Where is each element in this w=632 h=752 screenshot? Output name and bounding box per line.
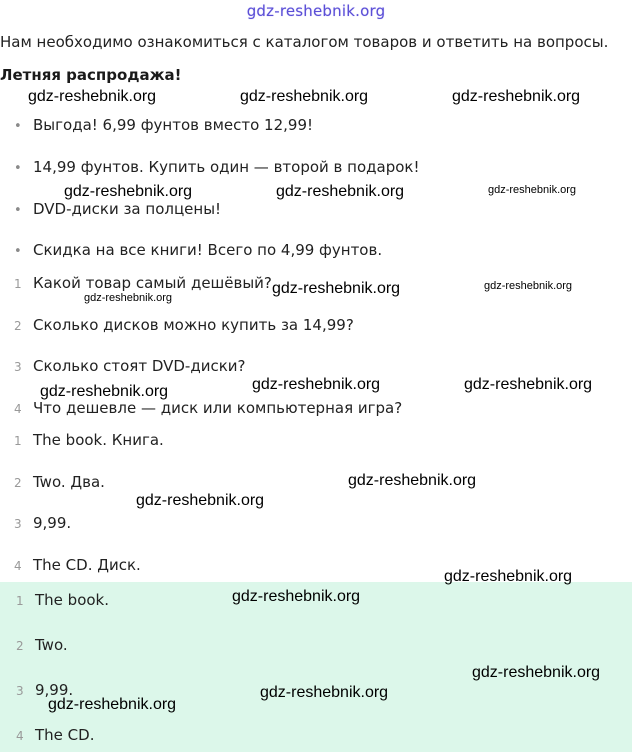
bullet-marker: • xyxy=(14,203,22,218)
short-answer-item xyxy=(16,636,68,654)
watermark-text: gdz-reshebnik.org xyxy=(40,383,169,400)
question-number: 4 xyxy=(14,402,22,416)
short-answer-item xyxy=(16,726,94,744)
bullet-marker: • xyxy=(14,244,22,259)
watermark-text: gdz-reshebnik.org xyxy=(240,88,369,105)
offer-text: DVD-диски за полцены! xyxy=(33,200,222,218)
offer-text: Скидка на все книги! Всего по 4,99 фунтов. xyxy=(33,241,383,259)
offer-text: 14,99 фунтов. Купить один — второй в подарок! xyxy=(33,158,420,176)
answer-number: 2 xyxy=(16,639,24,653)
answer-item xyxy=(14,556,141,574)
watermark-text: gdz-reshebnik.org xyxy=(232,588,361,605)
watermark-text: gdz-reshebnik.org xyxy=(64,183,193,200)
question-item xyxy=(14,357,245,375)
answer-number: 1 xyxy=(14,434,22,448)
answer-number: 3 xyxy=(14,517,22,531)
answer-number: 1 xyxy=(16,594,24,608)
question-text: Сколько стоят DVD-диски? xyxy=(33,357,246,375)
intro-text: Нам необходимо ознакомиться с каталогом товаров и ответить на вопросы. xyxy=(0,33,609,51)
answer-text: The book. Книга. xyxy=(33,431,164,449)
answer-number: 3 xyxy=(16,684,24,698)
answer-text: The CD. Диск. xyxy=(33,556,141,574)
offer-item xyxy=(14,158,419,176)
answer-number: 2 xyxy=(14,476,22,490)
answer-text: Two. xyxy=(35,636,68,654)
answer-text: 9,99. xyxy=(35,681,74,699)
answer-text: The CD. xyxy=(35,726,95,744)
question-item xyxy=(14,316,354,334)
watermark-text: gdz-reshebnik.org xyxy=(464,376,593,393)
watermark-text: gdz-reshebnik.org xyxy=(252,376,381,393)
watermark-text: gdz-reshebnik.org xyxy=(276,183,405,200)
watermark-text: gdz-reshebnik.org xyxy=(472,664,601,681)
bullet-marker: • xyxy=(14,119,22,134)
answer-text: The book. xyxy=(35,591,109,609)
question-text: Что дешевле — диск или компьютерная игра? xyxy=(33,399,403,417)
question-item xyxy=(14,274,272,292)
watermark-text: gdz-reshebnik.org xyxy=(272,280,401,297)
watermark-text: gdz-reshebnik.org xyxy=(348,472,477,489)
watermark-text: gdz-reshebnik.org xyxy=(488,184,577,196)
answer-item xyxy=(14,431,164,449)
answer-item xyxy=(14,473,105,491)
answer-number: 4 xyxy=(14,559,22,573)
question-number: 1 xyxy=(14,277,22,291)
watermark-text: gdz-reshebnik.org xyxy=(444,568,573,585)
answer-text: Two. Два. xyxy=(33,473,105,491)
answer-number: 4 xyxy=(16,729,24,743)
question-text: Сколько дисков можно купить за 14,99? xyxy=(33,316,354,334)
question-number: 2 xyxy=(14,319,22,333)
answer-text: 9,99. xyxy=(33,514,72,532)
short-answer-item xyxy=(16,591,109,609)
watermark-text: gdz-reshebnik.org xyxy=(452,88,581,105)
header-watermark: gdz-reshebnik.org xyxy=(246,2,386,20)
offer-item xyxy=(14,200,221,218)
offer-text: Выгода! 6,99 фунтов вместо 12,99! xyxy=(33,116,314,134)
watermark-text: gdz-reshebnik.org xyxy=(28,88,157,105)
watermark-text: gdz-reshebnik.org xyxy=(484,280,573,292)
answer-item xyxy=(14,514,71,532)
offer-item xyxy=(14,116,313,134)
bullet-marker: • xyxy=(14,161,22,176)
watermark-text: gdz-reshebnik.org xyxy=(136,492,265,509)
question-text: Какой товар самый дешёвый? xyxy=(33,274,272,292)
section-heading: Летняя распродажа! xyxy=(0,66,182,84)
offer-item xyxy=(14,241,382,259)
watermark-text: gdz-reshebnik.org xyxy=(260,684,389,701)
watermark-text: gdz-reshebnik.org xyxy=(48,696,177,713)
question-item xyxy=(14,399,402,417)
watermark-text: gdz-reshebnik.org xyxy=(84,292,173,304)
question-number: 3 xyxy=(14,360,22,374)
